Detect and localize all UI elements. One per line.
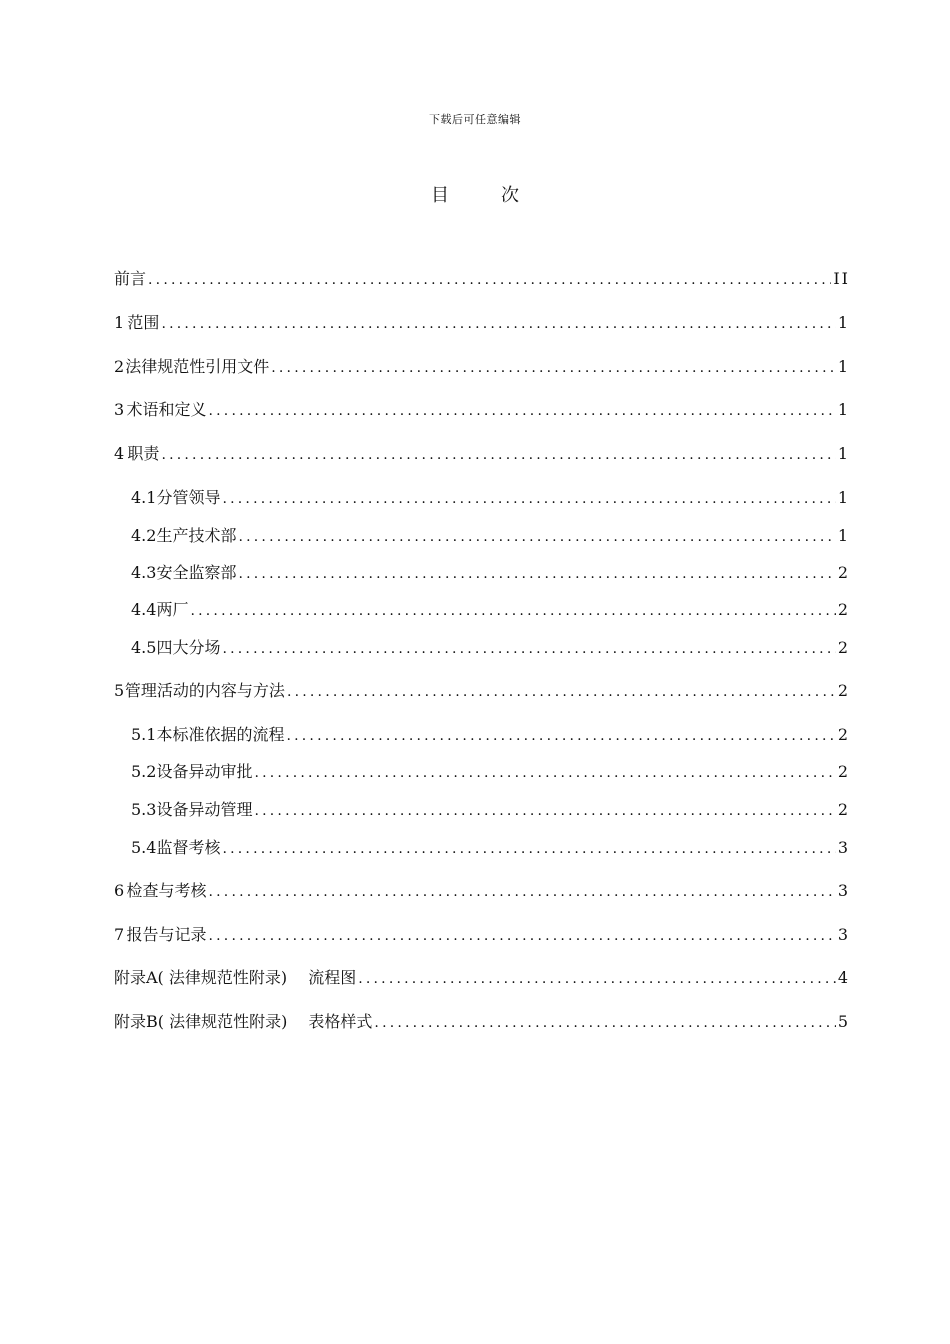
toc-entry-5-2[interactable]	[131, 762, 850, 782]
toc-entry-page: 5	[837, 1012, 850, 1031]
toc-entry-3[interactable]	[114, 400, 850, 420]
toc-leader	[271, 358, 836, 378]
toc-title-right: 次	[501, 185, 519, 206]
toc-entry-label: 监督考核	[156, 838, 221, 857]
toc-entry-page: 2	[837, 563, 850, 582]
toc-entry-appendix-a[interactable]	[114, 968, 850, 988]
toc-entry-page: 2	[837, 681, 850, 700]
toc-leader	[374, 1013, 835, 1033]
toc-leader	[161, 314, 835, 334]
toc-entry-page: 4	[837, 968, 850, 987]
toc-leader	[190, 601, 835, 621]
toc-entry-label: 附录B( 法律规范性附录) 表格样式	[114, 1012, 373, 1031]
toc-entry-page: 3	[837, 925, 850, 944]
toc-entry-number: 4.5	[131, 638, 157, 657]
toc-leader	[222, 839, 835, 859]
toc-entry-4-3[interactable]	[131, 563, 850, 583]
toc-entry-number: 4.2	[131, 526, 157, 545]
toc-entry-page: 1	[837, 488, 850, 507]
toc-entry-label: 两厂	[156, 600, 189, 619]
toc-leader	[238, 564, 835, 584]
toc-entry-5-1[interactable]	[131, 725, 850, 745]
toc-title	[0, 181, 950, 207]
toc-entry-label: 职责	[127, 444, 160, 463]
toc-entry-number: 7	[114, 925, 125, 944]
toc-title-left: 目	[431, 185, 449, 206]
toc-leader	[254, 763, 835, 783]
toc-entry-number: 5.4	[131, 838, 157, 857]
toc-entry-number: 5	[114, 681, 125, 700]
toc-leader	[148, 270, 831, 290]
toc-entry-page: II	[833, 269, 850, 288]
toc-leader	[286, 726, 835, 746]
toc-leader	[238, 527, 835, 547]
toc-entry-page: 3	[837, 881, 850, 900]
toc-entry-number: 4.4	[131, 600, 157, 619]
toc-entry-label: 前言	[114, 269, 147, 288]
toc-entry-number: 2	[114, 357, 125, 376]
toc-leader	[222, 639, 835, 659]
toc-entry-number: 1	[114, 313, 125, 332]
toc-entry-label: 范围	[127, 313, 160, 332]
toc-entry-number: 5.1	[131, 725, 157, 744]
toc-entry-number: 5.2	[131, 762, 157, 781]
toc-entry-number: 5.3	[131, 800, 157, 819]
toc-leader	[209, 926, 836, 946]
toc-entry-4-5[interactable]	[131, 638, 850, 658]
toc-entry-number: 3	[114, 400, 125, 419]
toc-entry-4-4[interactable]	[131, 600, 850, 620]
toc-leader	[358, 969, 836, 989]
toc-entry-7[interactable]	[114, 925, 850, 945]
toc-entry-label: 设备异动管理	[156, 800, 253, 819]
toc-entry-page: 2	[837, 800, 850, 819]
toc-entry-page: 1	[837, 400, 850, 419]
toc-leader	[209, 882, 836, 902]
toc-entry-5-3[interactable]	[131, 800, 850, 820]
toc-entry-label: 安全监察部	[156, 563, 237, 582]
toc-entry-label: 术语和定义	[126, 400, 207, 419]
toc-entry-label: 法律规范性引用文件	[125, 357, 270, 376]
toc-entry-page: 1	[837, 357, 850, 376]
toc-entry-label: 设备异动审批	[156, 762, 253, 781]
toc-entry-6[interactable]	[114, 881, 850, 901]
toc-entry-page: 2	[837, 600, 850, 619]
toc-leader	[254, 801, 835, 821]
toc-entry-2[interactable]	[114, 357, 850, 377]
toc-entry-label: 附录A( 法律规范性附录) 流程图	[114, 968, 357, 987]
toc-entry-label: 管理活动的内容与方法	[124, 681, 285, 700]
toc-entry-number: 4	[114, 444, 125, 463]
toc-entry-number: 4.1	[131, 488, 157, 507]
toc-entry-page: 2	[837, 638, 850, 657]
header-note: 下载后可任意编辑	[429, 113, 521, 126]
toc-entry-page: 3	[837, 838, 850, 857]
toc-entry-page: 1	[837, 526, 850, 545]
toc-entry-label: 报告与记录	[126, 925, 207, 944]
toc-entry-page: 1	[837, 313, 850, 332]
toc-leader	[161, 445, 835, 465]
toc-entry-label: 本标准依据的流程	[156, 725, 285, 744]
toc-entry-number: 6	[114, 881, 125, 900]
toc-entry-preface[interactable]	[114, 269, 850, 289]
toc-leader	[209, 401, 836, 421]
toc-entry-page: 2	[837, 762, 850, 781]
toc-entry-4-1[interactable]	[131, 488, 850, 508]
toc-entry-5[interactable]	[114, 681, 850, 701]
toc-entry-label: 分管领导	[156, 488, 221, 507]
toc-entry-5-4[interactable]	[131, 838, 850, 858]
toc-entry-label: 检查与考核	[126, 881, 207, 900]
toc-entry-label: 四大分场	[156, 638, 221, 657]
toc-entry-page: 2	[837, 725, 850, 744]
toc-entry-label: 生产技术部	[156, 526, 237, 545]
toc-leader	[287, 682, 836, 702]
toc-entry-appendix-b[interactable]	[114, 1012, 850, 1032]
toc-entry-4-2[interactable]	[131, 526, 850, 546]
toc-entry-page: 1	[837, 444, 850, 463]
toc-leader	[222, 489, 835, 509]
toc-entry-number: 4.3	[131, 563, 157, 582]
toc-entry-4[interactable]	[114, 444, 850, 464]
toc-entry-1[interactable]	[114, 313, 850, 333]
